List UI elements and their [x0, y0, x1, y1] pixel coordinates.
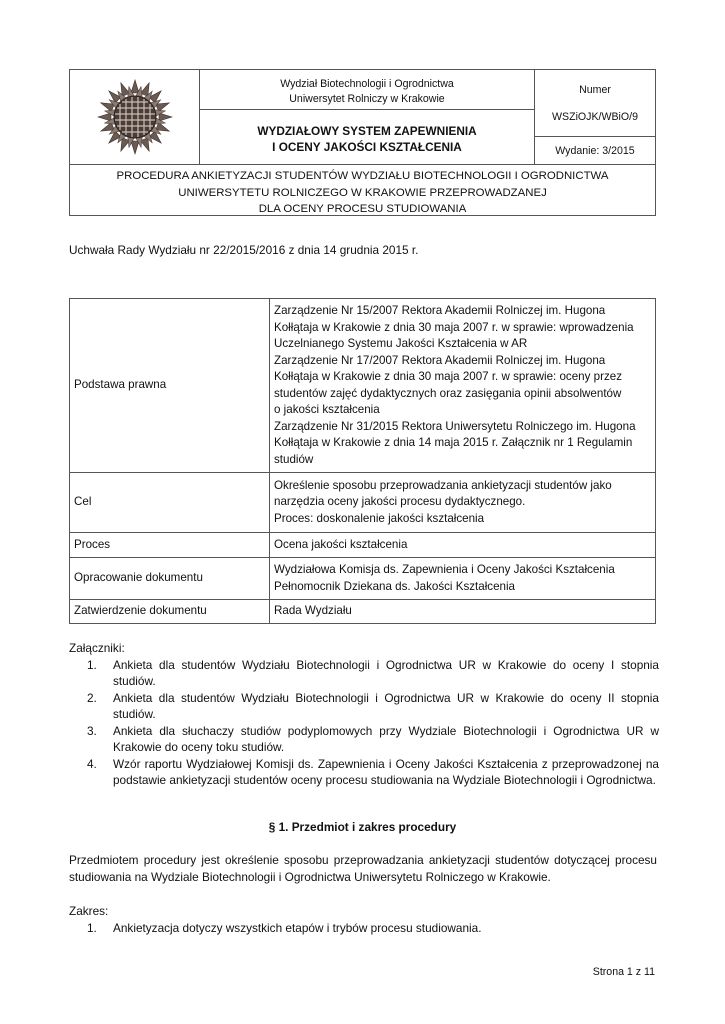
item-text: Wzór raportu Wydziałowej Komisji ds. Zapewnienia i Oceny Jakości Kształcenia z przeprowadzonej na podstawie ankietyzacji studentów oceny procesu studiowania na Wydziale Biotechnologii i Ogrodnictwa. — [113, 756, 659, 787]
table-row — [70, 600, 656, 624]
row-value — [270, 558, 656, 600]
row-label: Zatwierdzenie dokumentu — [70, 600, 270, 624]
value-line: Uczelnianego Systemu Jakości Kształcenia w AR — [274, 337, 528, 350]
section-paragraph: Przedmiotem procedury jest określenie sposobu przeprowadzania ankietyzacji studentów dotyczącej procesu studiowania na Wydziale Biotechnologii i Ogrodnictwa Uniwersytetu Rolniczego w Krakowie. — [69, 853, 657, 884]
list-item — [69, 690, 659, 723]
item-text: Ankieta dla studentów Wydziału Biotechnologii i Ogrodnictwa UR w Krakowie do oceny I stopnia studiów. — [113, 657, 659, 688]
value-line: studiów — [274, 452, 314, 466]
attachments-section — [69, 640, 659, 789]
table-row — [70, 299, 656, 473]
value-line: Zarządzenie Nr 15/2007 Rektora Akademii Rolniczej im. Hugona — [274, 304, 606, 317]
value-line: Ocena jakości kształcenia — [274, 537, 408, 551]
section-heading: § 1. Przedmiot i zakres procedury — [268, 820, 457, 834]
procedure-info-table — [69, 298, 656, 624]
row-label: Proces — [70, 533, 270, 558]
list-item — [69, 723, 659, 756]
row-label: Podstawa prawna — [70, 299, 270, 473]
item-number: 1. — [87, 921, 97, 935]
item-number: 4. — [87, 756, 97, 771]
row-value — [270, 299, 656, 473]
row-value — [270, 473, 656, 533]
divider — [535, 136, 655, 137]
system-title — [200, 110, 534, 164]
table-row — [70, 533, 656, 558]
row-value — [270, 533, 656, 558]
item-number: 2. — [87, 690, 97, 705]
value-line: Zarządzenie Nr 31/2015 Rektora Uniwersytetu Rolniczego im. Hugona — [274, 419, 636, 433]
table-row — [70, 558, 656, 600]
procedure-title-line-3: DLA OCENY PROCESU STUDIOWANIA — [258, 203, 467, 215]
edition-label: Wydanie: 3/2015 — [555, 145, 635, 157]
attachments-title: Załączniki: — [69, 641, 125, 655]
list-item — [69, 657, 659, 690]
logo-cell — [70, 70, 200, 164]
item-number: 3. — [87, 723, 97, 738]
faculty-line-2: Uniwersytet Rolniczy w Krakowie — [289, 93, 445, 105]
scope-title: Zakres: — [69, 904, 109, 918]
item-number: 1. — [87, 657, 97, 672]
item-text: Ankietyzacja dotyczy wszystkich etapów i trybów procesu studiowania. — [113, 921, 482, 935]
value-line: Wydziałowa Komisja ds. Zapewnienia i Oceny Jakości Kształcenia — [274, 563, 615, 576]
procedure-title-line-2: UNIWERSYTETU ROLNICZEGO W KRAKOWIE PRZEPROWADZANEJ — [178, 186, 547, 199]
university-logo-icon — [96, 78, 174, 156]
row-value — [270, 600, 656, 624]
row-label: Opracowanie dokumentu — [70, 558, 270, 600]
value-line: Pełnomocnik Dziekana ds. Jakości Kształcenia — [274, 579, 516, 593]
table-row — [70, 473, 656, 533]
procedure-title — [70, 164, 655, 216]
value-line: studentów zajęć dydaktycznych oraz zasięgania opinii absolwentów — [274, 386, 622, 400]
value-line: Kołłątaja w Krakowie z dnia 14 maja 2015 r. Załącznik nr 1 Regulamin — [274, 436, 633, 449]
value-line: Rada Wydziału — [274, 604, 352, 618]
item-text: Ankieta dla studentów Wydziału Biotechnologii i Ogrodnictwa UR w Krakowie do oceny II stopnia studiów. — [113, 690, 659, 721]
value-line: Zarządzenie Nr 17/2007 Rektora Akademii Rolniczej im. Hugona — [274, 353, 606, 367]
list-item — [69, 756, 659, 789]
value-line: Kołłątaja w Krakowie z dnia 30 maja 2007 r. w sprawie: oceny przez — [274, 370, 622, 383]
item-text: Ankieta dla słuchaczy studiów podyplomowych przy Wydziale Biotechnologii i Ogrodnictwa UR w Krakowie do oceny toku studiów. — [113, 723, 659, 754]
value-line: narzędzia oceny jakości procesu dydaktycznego. — [274, 495, 526, 509]
attachments-list — [69, 657, 659, 789]
faculty-name — [200, 70, 534, 110]
value-line: Proces: doskonalenie jakości kształcenia — [274, 511, 485, 525]
value-line: Kołłątaja w Krakowie z dnia 30 maja 2007 r. w sprawie: wprowadzenia — [274, 320, 634, 334]
numer-value: WSZiOJK/WBiO/9 — [552, 111, 638, 123]
document-number-cell — [534, 70, 655, 164]
page-number: Strona 1 z 11 — [592, 966, 655, 978]
scope-section — [69, 903, 482, 937]
numer-label: Numer — [579, 84, 611, 96]
document-header — [69, 69, 656, 216]
value-line: o jakości kształcenia — [274, 403, 380, 416]
resolution-text: Uchwała Rady Wydziału nr 22/2015/2016 z dnia 14 grudnia 2015 r. — [69, 243, 419, 257]
faculty-line-1: Wydział Biotechnologii i Ogrodnictwa — [280, 78, 454, 90]
system-title-line-2: I OCENY JAKOŚCI KSZTAŁCENIA — [272, 140, 462, 154]
row-label: Cel — [70, 473, 270, 533]
system-title-line-1: WYDZIAŁOWY SYSTEM ZAPEWNIENIA — [257, 124, 477, 138]
procedure-title-line-1: PROCEDURA ANKIETYZACJI STUDENTÓW WYDZIAŁU BIOTECHNOLOGII I OGRODNICTWA — [116, 170, 609, 182]
list-item — [69, 920, 482, 937]
value-line: Określenie sposobu przeprowadzania ankietyzacji studentów jako — [274, 478, 612, 492]
